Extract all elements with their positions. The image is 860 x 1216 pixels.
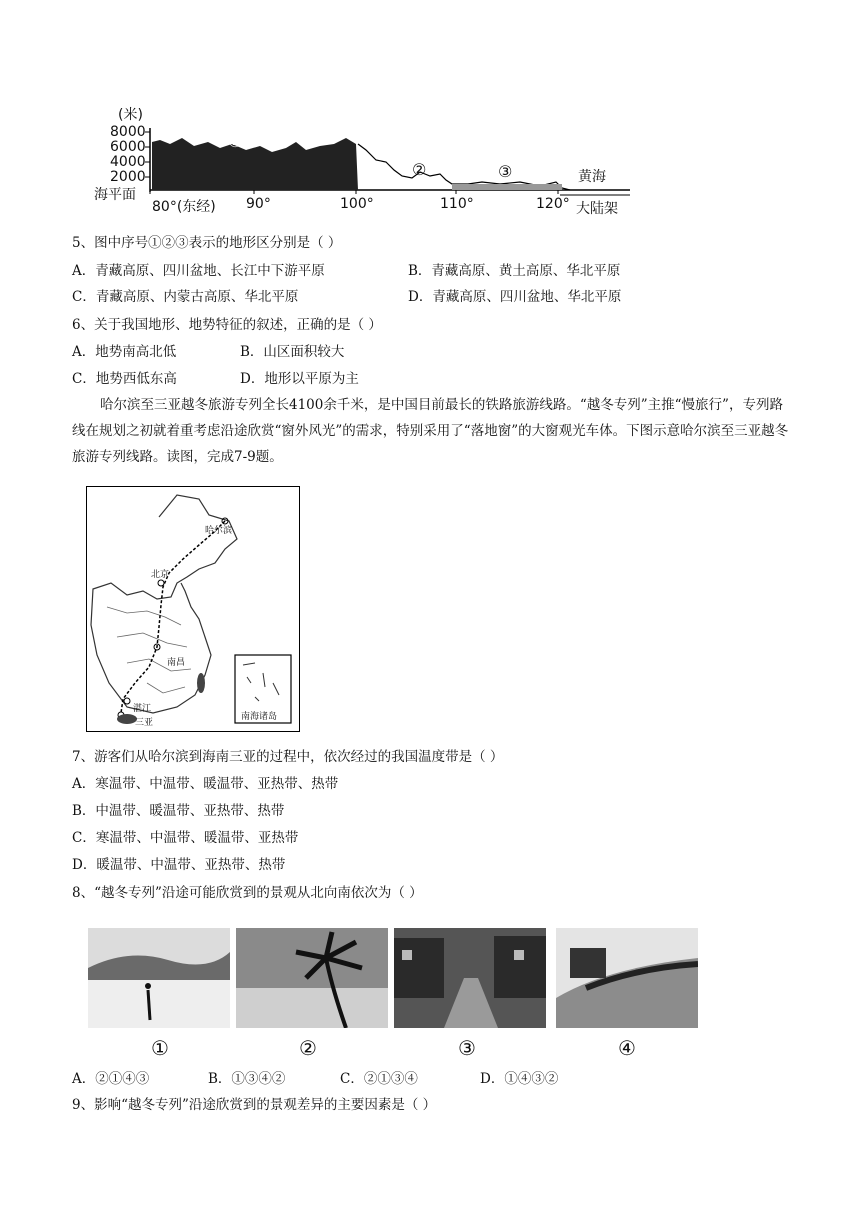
profile-ytick: 海平面 — [94, 187, 136, 203]
q9-stem: 9、影响“越冬专列”沿途欣赏到的景观差异的主要因素是（ ） — [72, 1097, 437, 1113]
region-1-label: ① — [228, 132, 243, 151]
map-label-zhanjiang: 湛江 — [133, 704, 152, 714]
profile-unit-label: (米) — [118, 107, 143, 123]
sea-label: 黄海 — [578, 169, 606, 185]
photo-4-great-wall — [556, 928, 698, 1028]
photo-caption-4: ④ — [618, 1036, 636, 1060]
q5-option-d: D．青藏高原、四川盆地、华北平原 — [408, 289, 622, 305]
q8-stem: 8、“越冬专列”沿途可能欣赏到的景观从北向南依次为（ ） — [72, 885, 423, 901]
inset-label: 南海诸岛 — [241, 712, 278, 722]
region-2-label: ② — [412, 160, 427, 179]
profile-xtick: 80°(东经) — [152, 199, 216, 215]
train-route-line — [121, 521, 225, 713]
photo-3-water-town — [394, 928, 546, 1028]
profile-xtick: 120° — [536, 196, 570, 212]
photo-2-palm-beach — [236, 928, 388, 1028]
terrain-profile-figure — [90, 100, 650, 222]
map-label-nanchang: 南昌 — [167, 658, 186, 668]
profile-xtick: 110° — [440, 196, 474, 212]
region-3-label: ③ — [498, 162, 513, 181]
q8-option-a: A．②①④③ — [72, 1071, 150, 1087]
q7-option-a: A．寒温带、中温带、暖温带、亚热带、热带 — [72, 776, 339, 792]
q6-option-d: D．地形以平原为主 — [240, 371, 359, 387]
q7-option-b: B．中温带、暖温带、亚热带、热带 — [72, 803, 285, 819]
q8-option-b: B．①③④② — [208, 1071, 286, 1087]
q5-option-b: B．青藏高原、黄土高原、华北平原 — [408, 263, 621, 279]
map-label-beijing: 北京 — [151, 570, 170, 580]
map-label-harbin: 哈尔滨 — [205, 526, 233, 536]
q8-option-c: C．②①③④ — [340, 1071, 418, 1087]
q5-option-a: A．青藏高原、四川盆地、长江中下游平原 — [72, 263, 325, 279]
q6-option-a: A．地势南高北低 — [72, 344, 177, 360]
profile-xtick: 90° — [246, 196, 271, 212]
profile-ytick: 8000 — [110, 124, 146, 140]
china-map-svg — [87, 487, 299, 731]
q8-option-d: D．①④③② — [480, 1071, 559, 1087]
photo-1-snow-scene — [88, 928, 230, 1028]
q6-stem: 6、关于我国地形、地势特征的叙述，正确的是（ ） — [72, 317, 382, 333]
reading-passage: 哈尔滨至三亚越冬旅游专列全长4100余千米，是中国目前最长的铁路旅游线路。“越冬专列”主推“慢旅行”，专列路线在规划之初就着重考虑沿途欣赏“窗外风光”的需求，特别采用了“落地窗”的大窗观光车体。下图示意哈尔滨至三亚越冬旅游专列线路。读图，完成7-9题。 — [72, 397, 789, 465]
profile-ytick: 4000 — [110, 154, 146, 170]
q7-stem: 7、游客们从哈尔滨到海南三亚的过程中，依次经过的我国温度带是（ ） — [72, 749, 504, 765]
shelf-label: 大陆架 — [576, 201, 618, 217]
q6-option-b: B．山区面积较大 — [240, 344, 345, 360]
photo-caption-2: ② — [299, 1036, 317, 1060]
q7-option-c: C．寒温带、中温带、暖温带、亚热带 — [72, 830, 299, 846]
q7-option-d: D．暖温带、中温带、亚热带、热带 — [72, 857, 286, 873]
photo-caption-1: ① — [151, 1036, 169, 1060]
profile-ytick: 2000 — [110, 169, 146, 185]
q5-option-c: C．青藏高原、内蒙古高原、华北平原 — [72, 289, 299, 305]
plain-shape — [452, 184, 562, 190]
q6-option-c: C．地势西低东高 — [72, 371, 177, 387]
photo-caption-3: ③ — [458, 1036, 476, 1060]
route-map — [86, 486, 300, 732]
map-label-sanya: 三亚 — [135, 718, 154, 728]
q5-stem: 5、图中序号①②③表示的地形区分别是（ ） — [72, 235, 342, 251]
profile-xtick: 100° — [340, 196, 374, 212]
plateau-shape — [152, 138, 358, 190]
profile-ytick: 6000 — [110, 139, 146, 155]
